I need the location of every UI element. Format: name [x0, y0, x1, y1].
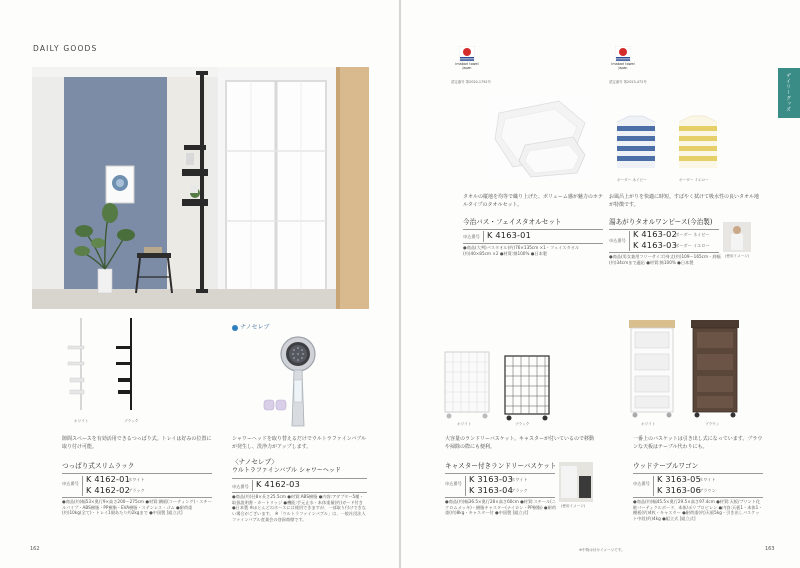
imabari-logo-text: imabari towel [455, 62, 479, 66]
wagon-code-divider [653, 476, 654, 496]
rack-code-black: K 4162-02 [86, 485, 130, 495]
wagon-code-label: 申込番号 [633, 481, 650, 486]
wagon-color-label-white: ホワイト [641, 422, 656, 426]
footer-note: ※中物は付けイメージです。 [579, 548, 625, 552]
rack-code-white: K 4162-01 [86, 474, 130, 484]
shower-head-image [240, 334, 360, 434]
robe-code-navy-color: ボーダー ネイビー [675, 232, 710, 237]
wagon-specs: ●商品(約)幅45.5×奥行29.5×高さ97.4cm ●材質:天板/プリント化粧パーティクルボード、本体/ポリプロピレン ●内容:天板1・本体1・棚板(約)4枚・キャスター ●耐荷重(約)天板5kg・引き出しバスケット中段(約)4kg ●組立式 [組立式] [633, 499, 763, 522]
rack-specs: ●商品(約)幅53×奥行9×高さ200〜275cm ●材質:鋼板(コーティング)・スチールパイプ・ABS樹脂・PP樹脂・EVA樹脂・ステンレス・ゴム ●耐荷重(約)10kg(全て)・トレイ1個あたり約2kgまで ●中国製 [組立式] [62, 499, 212, 516]
wagon-product-name: ウッドテーブルワゴン [633, 462, 699, 470]
basket-product-name: キャスター付きランドリーバスケット [445, 462, 557, 470]
robe-specs: ●商品(男女兼用フリーサイズ)身丈(約)109〜165cm・肩幅(約)34cmまで適応 ●材質:綿100% ●日本製 [609, 254, 721, 265]
nanoceleb-mark-icon [232, 325, 238, 331]
wagon-description: 一番上のバスケットは引き出し式になっています。ブラウンな天板はテーブル代わりにも。 [633, 436, 763, 450]
towel-specs: ●商品(大判)バスタオル(約)76×135cm ×1・フェイスタオル(約)40×85cm ×2 ●材質:綿100% ●日本製 [463, 245, 580, 256]
robe-product-name: 湯あがりタオルワンピース(今治製) [609, 218, 713, 226]
towel-code-label: 申込番号 [463, 234, 480, 239]
shower-specs: ●商品(約)径8×長さ25.5cm ●材質:ABS樹脂 ●内容:アダプター5種・取扱説明書・カートリッジ ●機能:手元止水・本体重量(約)ガード付き ●日本製 ※ほとんどのホースには使用できますが、一部取り付けできない場合がございます。 ※「ウルトラファインバブル」は、一般社団法人ファインバブル産業会の登録商標です。 [232, 494, 366, 522]
towel-divider-top [463, 229, 603, 230]
shower-code: K 4162-03 [256, 479, 300, 489]
page-number-right: 163 [765, 546, 775, 552]
rack-color-label-white: ホワイト [74, 419, 89, 423]
basket-code-white: K 3163-03 [469, 474, 513, 484]
robe-code-divider [629, 231, 630, 251]
robe-description: お風呂上がりを快適に時短。すばやく拭けて吸水性の良いタオル地が特徴です。 [609, 194, 760, 208]
towel-divider-bottom [463, 243, 603, 244]
brand-name: ナノセレブ [240, 324, 270, 331]
shower-code-label: 申込番号 [232, 484, 249, 489]
basket-usage-image [559, 462, 593, 502]
imabari-logo-subtext: Japan [462, 66, 472, 70]
rack-code-black-color: ブラック [128, 488, 145, 493]
section-title: DAILY GOODS [33, 44, 98, 53]
wagon-code-white-color: ホワイト [699, 477, 716, 482]
towel-product-name: 今治バス・フェイスタオルセット [463, 218, 562, 226]
basket-image [439, 344, 559, 424]
imabari-logo-text: imabari towel [611, 62, 635, 66]
rack-code-divider [82, 476, 83, 496]
wagon-color-label-brown: ブラウン [705, 422, 720, 426]
robe-code-yellow-color: ボーダー イエロー [675, 243, 710, 248]
basket-image-caption: (使用イメージ) [561, 504, 586, 508]
imabari-mark-icon [615, 46, 631, 62]
rack-divider-bottom [62, 497, 212, 498]
wagon-code-white: K 3163-05 [657, 474, 701, 484]
towel-code-divider [483, 231, 484, 242]
imabari-logo-1 [453, 46, 481, 70]
robe-usage-image [723, 222, 751, 252]
robe-cert: 認定番号 第2023-472号 [609, 80, 647, 84]
imabari-logo-subtext: Japan [618, 66, 628, 70]
rack-product-image [60, 316, 160, 424]
side-tab [778, 68, 800, 118]
wagon-divider-bottom [633, 497, 763, 498]
robe-divider-bottom [609, 252, 719, 253]
rack-divider-top [62, 473, 212, 474]
side-tab-label: デイリーグッズ [785, 73, 791, 113]
nanoceleb-logo [232, 324, 270, 332]
basket-code-black: K 3163-04 [469, 485, 513, 495]
shower-description: シャワーヘッドを取り替えるだけでウルトラファインバブルが発生し、洗浄力がアップします。 [232, 436, 367, 450]
basket-code-label: 申込番号 [445, 481, 462, 486]
page-number-left: 162 [30, 546, 40, 552]
towel-description: タオルの縦地を均等で織り上げた、ボリューム感が魅力のホテルタイプのタオルセット。 [463, 194, 603, 208]
basket-color-label-black: ブラック [515, 422, 530, 426]
wagon-image [623, 316, 747, 422]
basket-code-black-color: ブラック [511, 488, 528, 493]
basket-divider-bottom [445, 497, 555, 498]
basket-code-white-color: ホワイト [511, 477, 528, 482]
imabari-logo-2 [609, 46, 637, 70]
shower-name-line2: ウルトラファインバブル シャワーヘッド [232, 467, 341, 474]
basket-description: 大容量のランドリーバスケット。キャスターが付いているので移動や掃除の際にも便利。 [445, 436, 595, 450]
wagon-code-brown-color: ブラウン [699, 488, 716, 493]
towel-cert: 認定番号 第2020-1792号 [451, 80, 491, 84]
rack-color-label-black: ブラック [124, 419, 139, 423]
robe-color-label-navy: ボーダー ネイビー [617, 178, 647, 182]
robe-code-navy: K 4163-02 [633, 229, 677, 239]
left-page [0, 0, 399, 568]
towel-code: K 4163-01 [487, 230, 531, 240]
rack-code-label: 申込番号 [62, 481, 79, 486]
imabari-mark-icon [459, 46, 475, 62]
robe-image-caption: (使用イメージ) [725, 254, 750, 258]
towel-set-image [489, 95, 593, 180]
room-photo [32, 67, 369, 309]
rack-description: 隙間スペースを有効活用できるつっぱり式。トレイは好みの位置に取り付け可能。 [62, 436, 212, 450]
robe-code-label: 申込番号 [609, 238, 626, 243]
robe-code-yellow: K 4163-03 [633, 240, 677, 250]
right-page [401, 0, 800, 568]
shower-name-line1: 〈ナノセレブ〉 [232, 458, 278, 466]
basket-color-label-white: ホワイト [457, 422, 472, 426]
robe-image [609, 112, 739, 174]
wagon-code-brown: K 3163-06 [657, 485, 701, 495]
basket-code-divider [465, 476, 466, 496]
rack-code-white-color: ホワイト [128, 477, 145, 482]
shower-code-divider [252, 480, 253, 491]
basket-specs: ●商品(約)幅36.5×奥行28×高さ60cm ●材質:スチール(ニクロムメッキ)・樹脂キャスター(ナイロン・PP樹脂) ●耐荷重(約)8kg・キャスター付 ●中国製 [組立式] [445, 499, 556, 516]
robe-color-label-yellow: ボーダー イエロー [679, 178, 709, 182]
rack-product-name: つっぱり式スリムラック [62, 462, 135, 470]
shower-divider-bottom [232, 492, 367, 493]
